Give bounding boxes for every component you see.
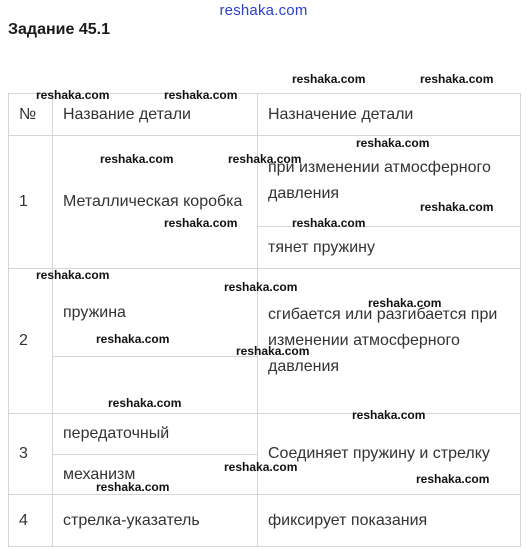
table-row: [9, 269, 521, 357]
watermark: reshaka.com: [224, 460, 298, 474]
watermark: reshaka.com: [100, 152, 174, 166]
row-1-purpose-a: при изменении атмосферного давления: [258, 136, 521, 227]
watermark: reshaka.com: [292, 216, 366, 230]
watermark: reshaka.com: [96, 480, 170, 494]
table-header-row: [9, 94, 521, 136]
row-1-purpose-b: тянет пружину: [258, 227, 521, 269]
row-2-name: пружина: [53, 269, 258, 357]
watermark: reshaka.com: [224, 280, 298, 294]
watermark: reshaka.com: [164, 216, 238, 230]
watermark: reshaka.com: [416, 472, 490, 486]
header-part-name: Название детали: [53, 94, 258, 136]
table-row: [9, 495, 521, 547]
row-1-name: Металлическая коробка: [53, 136, 258, 269]
row-1-number: 1: [9, 136, 53, 269]
task-table: [8, 93, 521, 547]
watermark: reshaka.com: [36, 88, 110, 102]
row-3-name-a: передаточный: [53, 414, 258, 455]
row-3-purpose: Соединяет пружину и стрелку: [258, 414, 521, 495]
watermark: reshaka.com: [420, 200, 494, 214]
row-4-purpose: фиксирует показания: [258, 495, 521, 547]
page-title: Задание 45.1: [8, 21, 110, 38]
row-4-number: 4: [9, 495, 53, 547]
watermark: reshaka.com: [164, 88, 238, 102]
watermark: reshaka.com: [368, 296, 442, 310]
watermark: reshaka.com: [292, 72, 366, 86]
row-2-name-empty: [53, 357, 258, 414]
row-3-number: 3: [9, 414, 53, 495]
watermark: reshaka.com: [36, 268, 110, 282]
watermark: reshaka.com: [108, 396, 182, 410]
row-2-number: 2: [9, 269, 53, 414]
watermark: reshaka.com: [356, 136, 430, 150]
header-number: №: [9, 94, 53, 136]
site-watermark-header[interactable]: reshaka.com: [219, 2, 308, 19]
table-row: [9, 136, 521, 227]
row-4-name: стрелка-указатель: [53, 495, 258, 547]
header-part-purpose: Назначение детали: [258, 94, 521, 136]
watermark: reshaka.com: [236, 344, 310, 358]
watermark: reshaka.com: [96, 332, 170, 346]
watermark: reshaka.com: [352, 408, 426, 422]
row-2-purpose: сгибается или разгибается при изменении атмосферного давления: [258, 269, 521, 414]
watermark: reshaka.com: [228, 152, 302, 166]
watermark: reshaka.com: [420, 72, 494, 86]
row-3-name-b: механизм: [53, 455, 258, 495]
table-row: [9, 414, 521, 455]
